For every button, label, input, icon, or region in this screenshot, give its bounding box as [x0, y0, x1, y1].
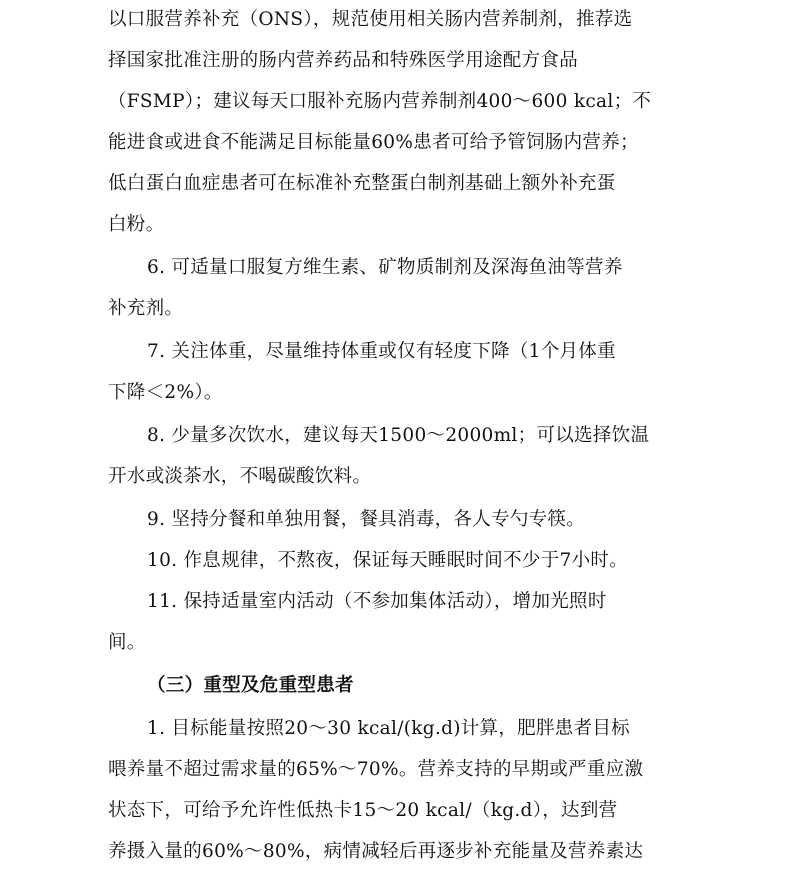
list-item-11-line-2: 间。 — [108, 632, 146, 653]
paragraph-line-2: 择国家批准注册的肠内营养药品和特殊医学用途配方食品 — [108, 50, 579, 71]
list-item-6-line-2: 补充剂。 — [108, 298, 184, 319]
list-item-9: 9. 坚持分餐和单独用餐，餐具消毒，各人专勺专筷。 — [147, 509, 586, 530]
list-item-1-line-1: 1. 目标能量按照20～30 kcal/(kg.d)计算，肥胖患者目标 — [147, 718, 630, 739]
list-item-1-line-2: 喂养量不超过需求量的65%～70%。营养支持的早期或严重应激 — [108, 759, 644, 780]
section-heading: （三）重型及危重型患者 — [147, 675, 354, 696]
paragraph-line-6: 白粉。 — [108, 214, 165, 235]
list-item-6-line-1: 6. 可适量口服复方维生素、矿物质制剂及深海鱼油等营养 — [147, 257, 623, 278]
list-item-1-line-3: 状态下，可给予允许性低热卡15～20 kcal/（kg.d），达到营 — [108, 800, 618, 821]
list-item-8-line-1: 8. 少量多次饮水，建议每天1500～2000ml；可以选择饮温 — [147, 425, 650, 446]
list-item-11-line-1: 11. 保持适量室内活动（不参加集体活动），增加光照时 — [147, 591, 607, 612]
list-item-1-line-4: 养摄入量的60%～80%，病情减轻后再逐步补充能量及营养素达 — [108, 841, 644, 862]
paragraph-line-1: 以口服营养补充（ONS），规范使用相关肠内营养制剂，推荐选 — [108, 9, 633, 30]
paragraph-line-4: 能进食或进食不能满足目标能量60%患者可给予管饲肠内营养； — [108, 132, 639, 153]
paragraph-line-5: 低白蛋白血症患者可在标准补充整蛋白制剂基础上额外补充蛋 — [108, 173, 616, 194]
list-item-8-line-2: 开水或淡茶水，不喝碳酸饮料。 — [108, 466, 372, 487]
paragraph-line-3: （FSMP）；建议每天口服补充肠内营养制剂400～600 kcal；不 — [108, 91, 652, 112]
list-item-10: 10. 作息规律，不熬夜，保证每天睡眠时间不少于7小时。 — [147, 550, 628, 571]
list-item-7-line-1: 7. 关注体重，尽量维持体重或仅有轻度下降（1个月体重 — [147, 341, 616, 362]
list-item-7-line-2: 下降＜2%）。 — [108, 382, 223, 403]
